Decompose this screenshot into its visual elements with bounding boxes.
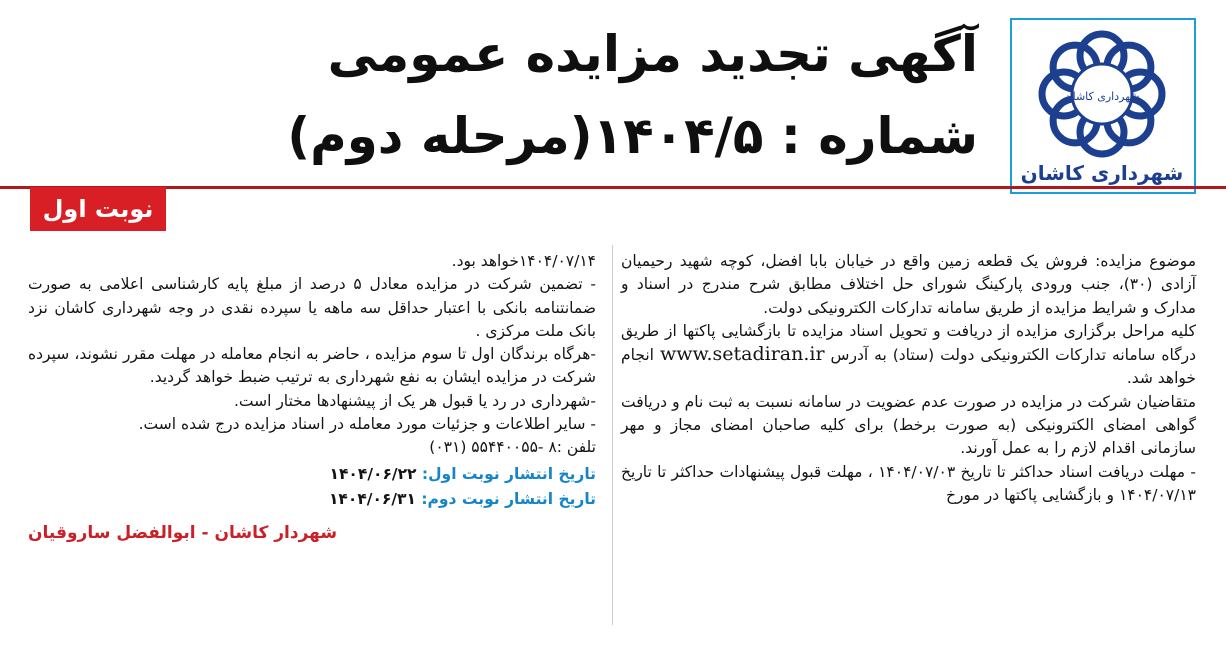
more-info-paragraph: - سایر اطلاعات و جزئیات مورد معامله در اسناد مزایده درج شده است. — [138, 415, 596, 434]
registration-paragraph: متقاضیان شرکت در مزایده در صورت عدم عضویت در سامانه نسبت به ثبت نام و دریافت گواهی امضای الکترونیکی (به صورت برخط) برای کلیه صاحبان امضای مجاز و مهر سازمانی اقدام لازم را به عمل آورند. — [621, 392, 1196, 458]
process-text: کلیه مراحل برگزاری مزایده از دریافت و تحویل اسناد مزایده تا بازگشایی پاکتها از طریق درگاه سامانه تدارکات الکترونیکی دولت (ستاد) به آدرس — [621, 321, 1196, 365]
left-column — [28, 250, 596, 546]
process-text-end: انجام خواهد شد. — [621, 346, 1196, 388]
rights-paragraph: -شهرداری در رد یا قبول هر یک از پیشنهادها مختار است. — [233, 391, 596, 410]
publication-dates — [28, 462, 596, 512]
edition-badge: نوبت اول — [30, 187, 166, 231]
header-separator — [0, 186, 1226, 189]
second-publication-date: ۱۴۰۴/۰۶/۳۱ — [328, 489, 416, 508]
logo-caption: شهرداری کاشان — [1020, 161, 1184, 185]
second-publication-row — [28, 487, 596, 512]
column-divider — [612, 245, 613, 625]
phone-number: تلفن :۸ -۵۵۴۴۰۰۵۵ (۰۳۱) — [429, 438, 596, 457]
setadiran-link[interactable]: www.setadiran.ir — [659, 343, 825, 366]
page-title: آگهی تجدید مزایده عمومی — [327, 25, 978, 83]
winners-paragraph: -هرگاه برندگان اول تا سوم مزایده ، حاضر به انجام معامله در مهلت مقرر نشوند، سپرده شرکت در مزایده ایشان به نفع شهرداری به ترتیب ضبط خواهد گردید. — [28, 345, 596, 387]
first-publication-row — [28, 462, 596, 487]
right-column — [621, 250, 1196, 507]
auction-number: شماره : ۱۴۰۴/۵(مرحله دوم) — [287, 107, 978, 165]
municipality-logo — [1010, 18, 1196, 194]
opening-date-paragraph: ۱۴۰۴/۰۷/۱۴خواهد بود. — [451, 252, 596, 270]
mayor-signature: شهردار کاشان - ابوالفضل ساروقیان — [28, 522, 338, 543]
deadlines-paragraph: - مهلت دریافت اسناد حداکثر تا تاریخ ۱۴۰۴/۰۷/۰۳ ، مهلت قبول پیشنهادات حداکثر تا تاریخ ۱۴۰۴/۰۷/۱۳ و بازگشایی پاکتها در مورخ — [621, 462, 1196, 504]
first-publication-label: تاریخ انتشار نوبت اول: — [421, 464, 596, 483]
kashan-emblem-icon — [1012, 20, 1194, 192]
first-publication-date: ۱۴۰۴/۰۶/۲۲ — [329, 464, 417, 483]
second-publication-label: تاریخ انتشار نوبت دوم: — [421, 489, 596, 508]
logo-inner-text: شهرداری کاشان — [1064, 90, 1140, 103]
process-paragraph — [621, 320, 1196, 391]
auction-subject: موضوع مزایده: فروش یک قطعه زمین واقع در خیابان بابا افضل، کوچه شهید رحیمیان آزادی (۳۰)، جنب ورودی پارکینگ شورای حل اختلاف مطابق شرح مندرج در اسناد و مدارک و شرایط مزایده از طریق سامانه تدارکات الکترونیکی دولت. — [621, 252, 1196, 317]
guarantee-paragraph: - تضمین شرکت در مزایده معادل ۵ درصد از مبلغ پایه کارشناسی اعلامی به صورت ضمانتنامه بانکی با اعتبار حداقل سه ماهه یا سپرده نقدی در وجه شهرداری کاشان نزد بانک ملت مرکزی . — [28, 275, 596, 340]
